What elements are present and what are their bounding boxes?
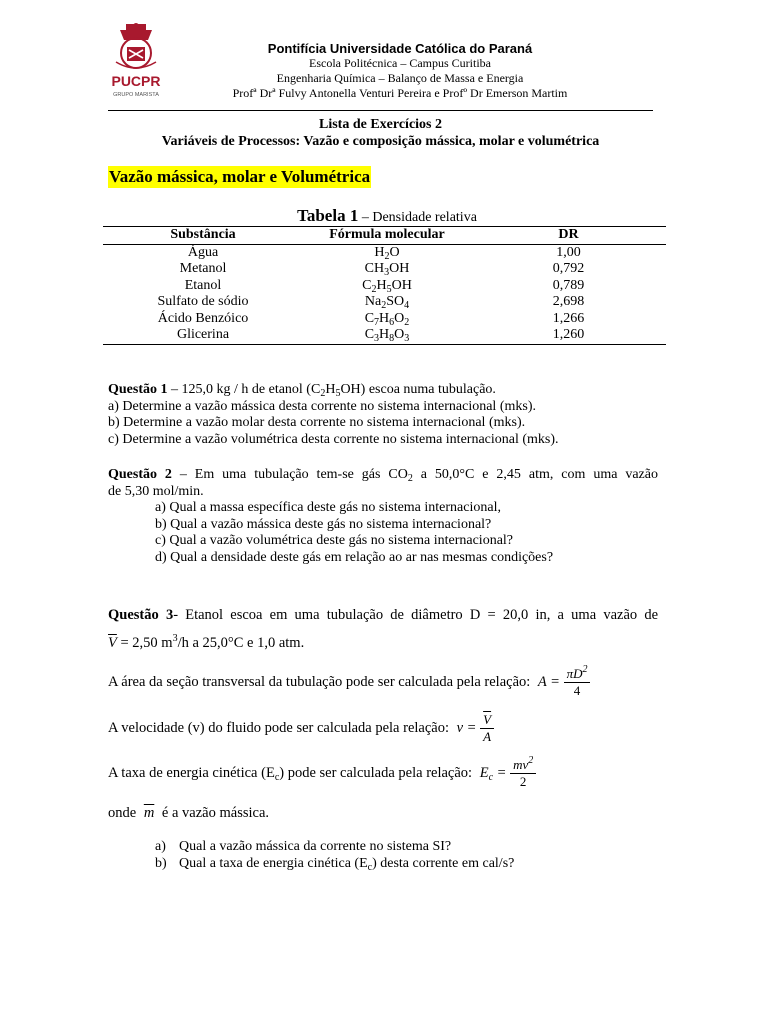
question-1-item-c: c) Determine a vazão volumétrica desta corrente no sistema internacional (mks). [108,431,559,447]
cell-substance: Glicerina [103,327,303,344]
velocity-text: A velocidade (v) do fluido pode ser calculada pela relação: [108,719,449,736]
formula-part: C [362,277,372,293]
cell-substance: Água [187,244,219,260]
q3-text: /h a 25,0°C e 1,0 atm. [177,635,305,651]
q1-text: – 125,0 kg / h de etanol (C [167,382,321,397]
q1-text: OH) escoa numa tubulação. [340,382,496,397]
q2-sub: 2 [407,473,413,484]
list-subtitle: Variáveis de Processos: Vazão e composição mássica, molar e volumétrica [161,134,600,149]
cell-dr: 1,260 [471,327,666,344]
kinetic-lhs-e: E [479,764,489,781]
formula-subscript: 7 [374,316,380,328]
question-2-item-d: d) Qual a densidade deste gás em relação ao ar nas mesmas condições? [155,549,554,565]
question-3 [108,601,658,657]
v-symbol: $\overline{V}$ [108,635,117,651]
item-text: Qual a taxa de energia cinética (E [179,856,368,871]
area-text: A área da seção transversal da tubulação pode ser calculada pela relação: [108,673,531,690]
area-num-text: πD [566,666,583,681]
question-2-item-b: b) Qual a vazão mássica deste gás no sistema internacional? [155,516,492,532]
col-header-formula: Fórmula molecular [303,227,471,245]
q3-sup: 3 [172,633,178,644]
header-university: Pontifícia Universidade Católica do Paraná [267,41,533,56]
table-row [103,244,666,261]
q1-sub: 2 [320,388,326,399]
formula-part: CH [364,261,385,277]
formula-part: H [379,327,390,343]
question-1-item-b: b) Determine a vazão molar desta corrente no sistema internacional (mks). [108,415,526,430]
item-text: ) desta corrente em cal/s? [372,856,515,871]
velocity-fraction [480,712,494,745]
kinetic-eq: = [493,764,507,781]
cell-formula [303,261,471,278]
cell-dr: 2,698 [552,294,585,310]
formula-subscript: 2 [371,283,377,295]
item-label: b) [155,856,167,871]
question-2-intro [108,467,658,484]
kinetic-lhs-sub: c [488,771,494,783]
cell-formula [303,278,471,295]
question-3-intro-line2 [108,629,658,657]
formula-subscript: 2 [381,300,387,312]
cell-formula [303,311,471,328]
formula-subscript: 3 [384,267,390,279]
question-1-intro [108,382,658,399]
logo-subtext: GRUPO MARISTA [113,92,159,98]
formula-part: OH [389,261,410,277]
formula-subscript: 2 [384,250,390,262]
question-3-intro [108,601,658,629]
cell-formula [303,294,471,311]
logo-text: PUCPR [111,73,161,89]
item-text: Qual a vazão mássica da corrente no sistema SI? [179,839,452,854]
kinetic-formula-row [108,757,536,790]
question-3-items [155,838,514,872]
kinetic-text: ) pode ser calculada pela relação: [279,764,473,781]
formula-part: C [364,327,375,343]
formula-subscript: 6 [389,316,395,328]
kinetic-denominator: 2 [519,774,527,789]
kinetic-fraction [510,757,536,790]
q3-text: - Etanol escoa em uma tubulação de diâmetro D = 20,0 in, a uma vazão de [173,607,659,623]
table-caption-text: – Densidade relativa [358,210,477,225]
pucpr-logo [104,20,168,104]
table-caption [108,206,666,228]
formula-part: O [394,310,405,326]
onde-text: é a vazão mássica. [161,805,270,821]
formula-part: SO [386,294,405,310]
header-course: Engenharia Química – Balanço de Massa e Energia [276,71,524,85]
table-row [103,311,666,328]
kinetic-num-sup: 2 [528,755,534,766]
item-label: a) [155,839,166,854]
formula-part: O [394,327,405,343]
m-dot-symbol: $\overline{m}$ [143,805,155,821]
velocity-formula-row [108,712,494,745]
kinetic-text-sub: c [274,771,280,783]
area-formula-row [108,666,590,699]
cell-substance: Etanol [184,277,222,293]
formula-part: O [389,244,400,260]
list-title: Lista de Exercícios 2 [318,117,442,132]
kinetic-num-text: mv [513,757,529,772]
table-row [103,278,666,295]
formula-part: OH [391,277,412,293]
cell-formula [303,244,471,261]
question-3-item-b [155,855,514,872]
question-2 [108,467,658,566]
section-heading: Vazão mássica, molar e Volumétrica [109,167,371,186]
cell-dr: 1,266 [552,310,585,326]
item-text-sub: c [367,862,373,873]
formula-subscript: 3 [374,333,380,345]
formula-subscript: 5 [386,283,392,295]
table-row [103,294,666,311]
q2-text: – Em uma tubulação tem-se gás CO [171,467,408,482]
question-2-label: Questão 2 [108,467,172,482]
question-2-item-c: c) Qual a vazão volumétrica deste gás no sistema internacional? [155,533,514,548]
formula-part: H [376,277,387,293]
formula-part: C [364,310,375,326]
area-denominator: 4 [573,683,581,698]
velocity-lhs: v = [456,719,477,736]
cell-formula [303,327,471,344]
header-school: Escola Politécnica – Campus Curitiba [309,56,491,70]
col-header-substance: Substância [103,227,303,245]
question-2-item-a: a) Qual a massa específica deste gás no sistema internacional, [155,500,501,515]
q3-text: = 2,50 m [116,635,173,651]
density-table [103,226,666,345]
header-professors: Profª Drª Fulvy Antonella Venturi Pereira e Profº Dr Emerson Martim [232,86,568,100]
kinetic-lhs [480,765,507,781]
area-numerator [564,666,591,683]
cell-substance: Ácido Benzóico [157,310,249,326]
velocity-numerator: $\overline{V}$ [480,712,494,729]
col-header-dr: DR [471,227,666,245]
question-3-item-a [155,838,514,855]
formula-part: Na [364,294,382,310]
question-1-item-a: a) Determine a vazão mássica desta corrente no sistema internacional (mks). [108,398,536,414]
cell-substance: Sulfato de sódio [157,294,249,310]
velocity-denominator: A [483,729,492,744]
question-1-label: Questão 1 [108,382,168,397]
kinetic-text: A taxa de energia cinética (E [108,764,275,781]
header-divider [108,110,653,111]
table-row [103,327,666,344]
formula-subscript: 4 [404,300,410,312]
table-row [103,261,666,278]
formula-subscript: 8 [389,333,395,345]
formula-subscript: 2 [404,316,410,328]
cell-substance: Metanol [179,261,227,277]
cell-dr: 0,792 [552,261,585,277]
onde-text: onde [108,805,137,821]
onde-line [108,805,269,822]
question-3-label: Questão 3 [108,607,174,623]
q1-sub: 5 [335,388,341,399]
q2-text: a 50,0°C e 2,45 atm, com uma vazão [412,467,658,482]
table-caption-label: Tabela 1 [297,206,359,225]
cell-dr: 1,00 [556,244,581,260]
formula-part: H [379,310,390,326]
area-fraction [564,666,591,699]
table-header-row [103,227,666,245]
area-num-sup: 2 [582,664,588,675]
q1-text: H [325,382,336,397]
question-2-intro-line2: de 5,30 mol/min. [108,483,204,499]
area-lhs: A = [537,673,560,690]
formula-part: H [374,244,385,260]
cell-dr: 0,789 [552,277,585,293]
question-1 [108,382,658,448]
formula-subscript: 3 [404,333,410,345]
kinetic-numerator [510,757,536,774]
